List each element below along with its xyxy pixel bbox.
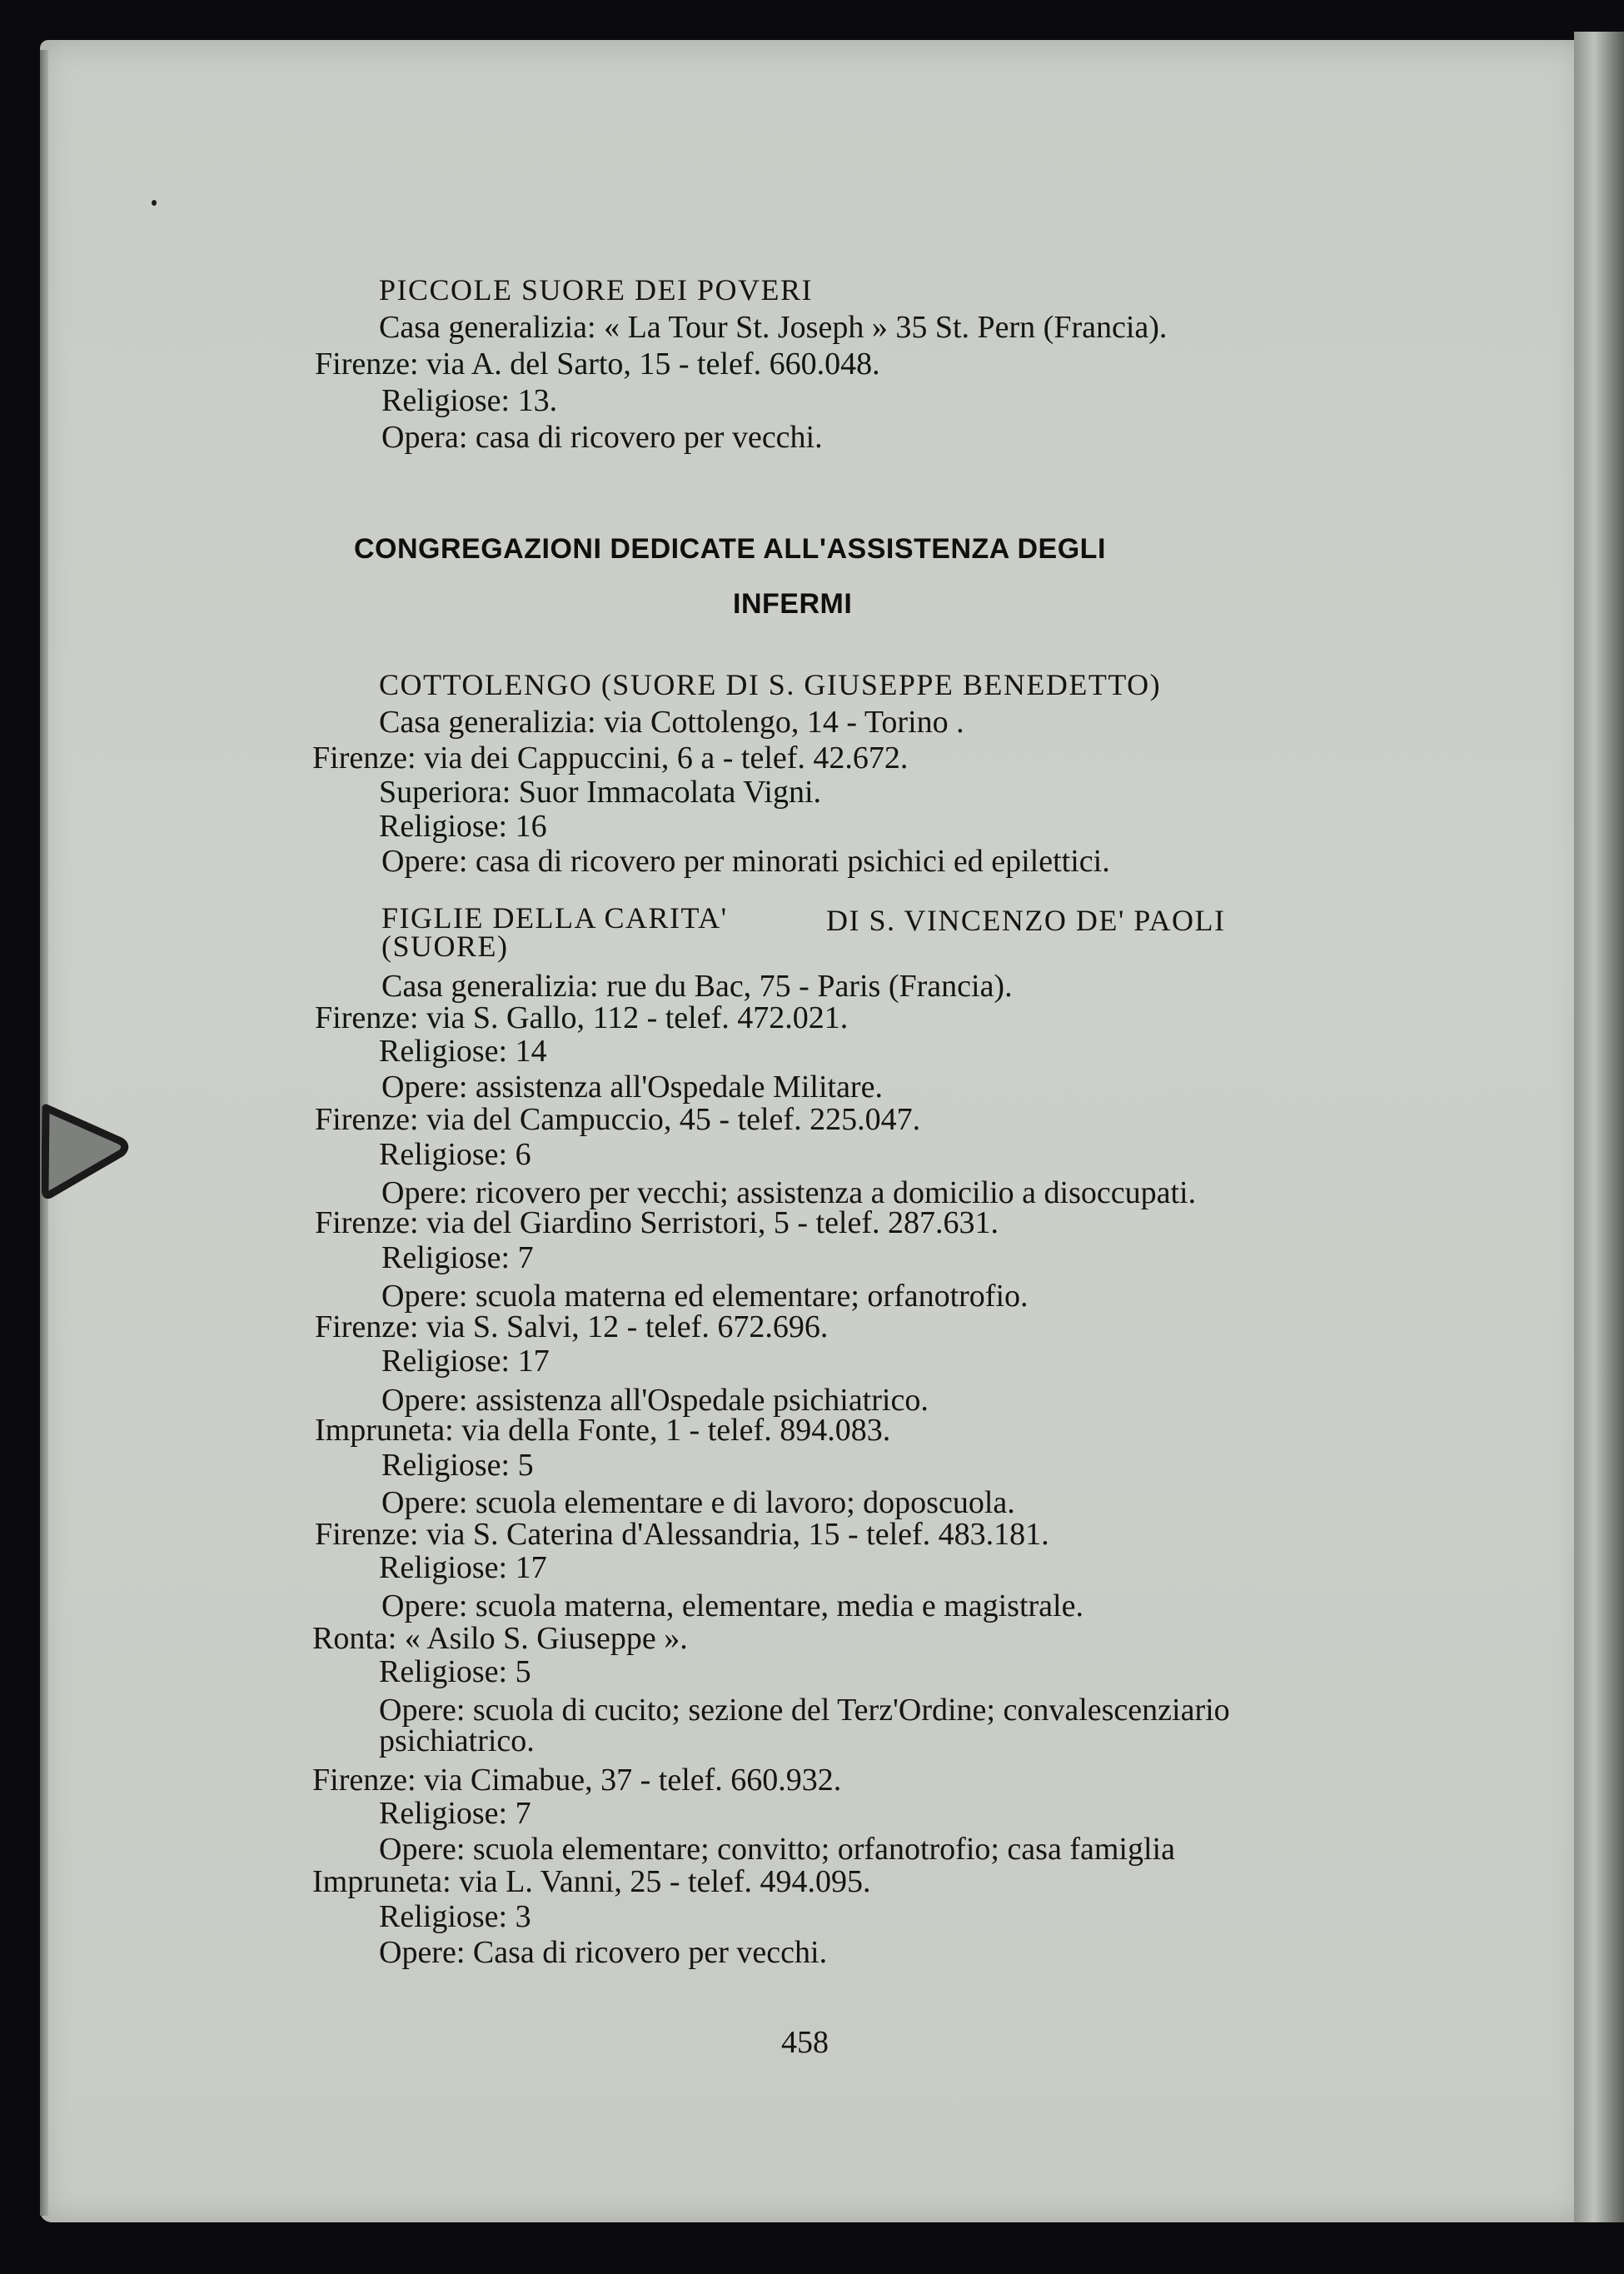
entry-line: Religiose: 13. bbox=[381, 383, 558, 418]
entry-line: Firenze: via del Campuccio, 45 - telef. 225.047. bbox=[315, 1102, 921, 1137]
section-heading: CONGREGAZIONI DEDICATE ALL'ASSISTENZA DEGLI bbox=[354, 533, 1106, 565]
entry-line: Religiose: 14 bbox=[379, 1034, 547, 1069]
entry-line: Religiose: 16 bbox=[379, 809, 547, 844]
entry-line: Ronta: « Asilo S. Giuseppe ». bbox=[312, 1621, 688, 1656]
page-number: 458 bbox=[781, 2025, 829, 2060]
entry-line: Religiose: 5 bbox=[379, 1654, 531, 1689]
entry-line: Opere: scuola materna, elementare, media e magistrale. bbox=[381, 1588, 1083, 1623]
entry-line: Religiose: 7 bbox=[381, 1240, 534, 1275]
entry-line: Impruneta: via della Fonte, 1 - telef. 894.083. bbox=[315, 1413, 891, 1448]
section-heading: INFERMI bbox=[733, 588, 853, 620]
entry-line: Opere: casa di ricovero per minorati psichici ed epilettici. bbox=[381, 844, 1110, 879]
entry-title: DI S. VINCENZO DE' PAOLI bbox=[826, 904, 1226, 937]
ink-speck bbox=[152, 200, 157, 206]
entry-title: (SUORE) bbox=[381, 930, 509, 963]
entry-line: Firenze: via S. Gallo, 112 - telef. 472.021. bbox=[315, 1000, 849, 1035]
entry-title: COTTOLENGO (SUORE DI S. GIUSEPPE BENEDETTO) bbox=[379, 668, 1162, 701]
entry-line: Religiose: 3 bbox=[379, 1899, 531, 1934]
paper-clip-tab bbox=[42, 1101, 129, 1201]
entry-line: Opere: scuola materna ed elementare; orfanotrofio. bbox=[381, 1279, 1029, 1314]
entry-line: psichiatrico. bbox=[379, 1723, 535, 1758]
entry-line: Firenze: via del Giardino Serristori, 5 - telef. 287.631. bbox=[315, 1205, 999, 1240]
entry-line: Opere: Casa di ricovero per vecchi. bbox=[379, 1935, 828, 1970]
entry-line: Firenze: via Cimabue, 37 - telef. 660.932. bbox=[312, 1763, 842, 1798]
entry-line: Opere: ricovero per vecchi; assistenza a domicilio a disoccupati. bbox=[381, 1175, 1197, 1210]
entry-line: Casa generalizia: via Cottolengo, 14 - Torino . bbox=[379, 705, 964, 740]
entry-line: Firenze: via S. Caterina d'Alessandria, 15 - telef. 483.181. bbox=[315, 1517, 1049, 1552]
entry-line: Opere: assistenza all'Ospedale Militare. bbox=[381, 1070, 883, 1105]
entry-line: Opere: scuola di cucito; sezione del Terz'Ordine; convalescenziario bbox=[379, 1693, 1230, 1728]
entry-title: PICCOLE SUORE DEI POVERI bbox=[379, 273, 814, 307]
entry-title: FIGLIE DELLA CARITA' bbox=[381, 901, 728, 935]
entry-line: Firenze: via S. Salvi, 12 - telef. 672.696. bbox=[315, 1309, 829, 1344]
entry-line: Superiora: Suor Immacolata Vigni. bbox=[379, 775, 822, 810]
entry-line: Firenze: via dei Cappuccini, 6 a - telef. 42.672. bbox=[312, 741, 909, 775]
entry-line: Opere: assistenza all'Ospedale psichiatrico. bbox=[381, 1383, 929, 1418]
entry-line: Casa generalizia: « La Tour St. Joseph » 35 St. Pern (Francia). bbox=[379, 310, 1168, 345]
entry-line: Religiose: 7 bbox=[379, 1796, 531, 1831]
entry-line: Religiose: 6 bbox=[379, 1137, 531, 1172]
entry-line: Opere: scuola elementare; convitto; orfanotrofio; casa famiglia bbox=[379, 1832, 1175, 1867]
entry-line: Religiose: 5 bbox=[381, 1448, 534, 1483]
entry-line: Opere: scuola elementare e di lavoro; doposcuola. bbox=[381, 1485, 1015, 1520]
facing-page-edge bbox=[1574, 32, 1624, 2222]
entry-line: Casa generalizia: rue du Bac, 75 - Paris (Francia). bbox=[381, 969, 1013, 1004]
entry-line: Impruneta: via L. Vanni, 25 - telef. 494.095. bbox=[312, 1864, 871, 1899]
entry-line: Opera: casa di ricovero per vecchi. bbox=[381, 420, 823, 455]
entry-line: Religiose: 17 bbox=[379, 1550, 547, 1585]
entry-line: Religiose: 17 bbox=[381, 1344, 550, 1379]
entry-line: Firenze: via A. del Sarto, 15 - telef. 660.048. bbox=[315, 347, 880, 381]
